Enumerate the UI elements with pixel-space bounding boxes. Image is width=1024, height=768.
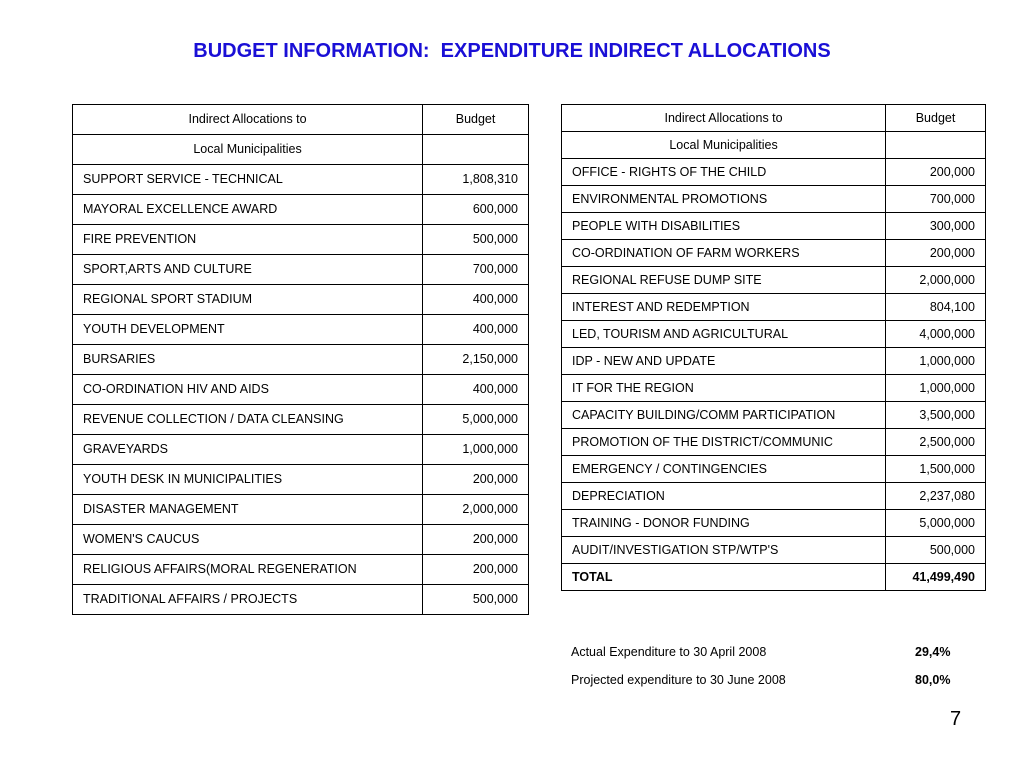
table-row	[73, 405, 529, 435]
column-header-allocations: Indirect Allocations to	[562, 105, 886, 132]
table-row	[73, 315, 529, 345]
table-row	[562, 483, 986, 510]
budget-value: 1,500,000	[886, 456, 986, 483]
allocation-name: PROMOTION OF THE DISTRICT/COMMUNIC	[562, 429, 886, 456]
subheader-local-municipalities: Local Municipalities	[562, 132, 886, 159]
table-header-row	[562, 105, 986, 132]
table-row	[562, 213, 986, 240]
allocation-name: REGIONAL REFUSE DUMP SITE	[562, 267, 886, 294]
budget-value: 500,000	[423, 585, 529, 615]
allocation-name: CAPACITY BUILDING/COMM PARTICIPATION	[562, 402, 886, 429]
allocation-name: YOUTH DEVELOPMENT	[73, 315, 423, 345]
table-row	[562, 402, 986, 429]
table-row	[73, 465, 529, 495]
table-header-row	[73, 105, 529, 135]
table-row	[562, 159, 986, 186]
table-row	[562, 186, 986, 213]
left-allocations-table	[72, 104, 529, 615]
table-row	[73, 345, 529, 375]
table-row	[73, 285, 529, 315]
budget-value: 2,000,000	[886, 267, 986, 294]
budget-value: 1,000,000	[886, 348, 986, 375]
allocation-name: BURSARIES	[73, 345, 423, 375]
table-row	[562, 429, 986, 456]
table-row	[562, 321, 986, 348]
actual-expenditure-value: 29,4%	[915, 645, 951, 659]
table-subheader-row	[562, 132, 986, 159]
right-allocations-table	[561, 104, 986, 591]
table-row	[562, 375, 986, 402]
allocation-name: MAYORAL EXCELLENCE AWARD	[73, 195, 423, 225]
table-row	[562, 537, 986, 564]
table-row	[73, 585, 529, 615]
allocation-name: CO-ORDINATION OF FARM WORKERS	[562, 240, 886, 267]
allocation-name: PEOPLE WITH DISABILITIES	[562, 213, 886, 240]
allocation-name: TRADITIONAL AFFAIRS / PROJECTS	[73, 585, 423, 615]
budget-value: 500,000	[423, 225, 529, 255]
table-row	[73, 375, 529, 405]
budget-value: 200,000	[423, 555, 529, 585]
allocation-name: TRAINING - DONOR FUNDING	[562, 510, 886, 537]
column-header-budget: Budget	[886, 105, 986, 132]
column-header-budget: Budget	[423, 105, 529, 135]
allocation-name: WOMEN'S CAUCUS	[73, 525, 423, 555]
total-value: 41,499,490	[886, 564, 986, 591]
table-row	[562, 456, 986, 483]
allocation-name: AUDIT/INVESTIGATION STP/WTP'S	[562, 537, 886, 564]
budget-value: 300,000	[886, 213, 986, 240]
total-label: TOTAL	[562, 564, 886, 591]
budget-value: 1,000,000	[423, 435, 529, 465]
table-row	[73, 165, 529, 195]
page-number: 7	[950, 708, 962, 730]
allocation-name: EMERGENCY / CONTINGENCIES	[562, 456, 886, 483]
budget-value: 200,000	[423, 525, 529, 555]
projected-expenditure-label: Projected expenditure to 30 June 2008	[571, 673, 786, 687]
budget-value: 2,000,000	[423, 495, 529, 525]
budget-value: 500,000	[886, 537, 986, 564]
table-row	[73, 495, 529, 525]
budget-value: 5,000,000	[423, 405, 529, 435]
budget-value: 600,000	[423, 195, 529, 225]
allocation-name: FIRE PREVENTION	[73, 225, 423, 255]
budget-value: 5,000,000	[886, 510, 986, 537]
budget-value: 2,150,000	[423, 345, 529, 375]
table-row	[562, 510, 986, 537]
allocation-name: DISASTER MANAGEMENT	[73, 495, 423, 525]
budget-value: 4,000,000	[886, 321, 986, 348]
budget-value: 400,000	[423, 285, 529, 315]
column-header-allocations: Indirect Allocations to	[73, 105, 423, 135]
allocation-name: RELIGIOUS AFFAIRS(MORAL REGENERATION	[73, 555, 423, 585]
budget-value: 3,500,000	[886, 402, 986, 429]
allocation-name: DEPRECIATION	[562, 483, 886, 510]
table-row	[562, 240, 986, 267]
table-row	[73, 525, 529, 555]
page-title: BUDGET INFORMATION: EXPENDITURE INDIRECT ALLOCATIONS	[193, 40, 831, 62]
budget-value: 200,000	[886, 240, 986, 267]
allocation-name: LED, TOURISM AND AGRICULTURAL	[562, 321, 886, 348]
table-row	[73, 225, 529, 255]
allocation-name: SPORT,ARTS AND CULTURE	[73, 255, 423, 285]
allocation-name: ENVIRONMENTAL PROMOTIONS	[562, 186, 886, 213]
budget-value: 200,000	[886, 159, 986, 186]
budget-value: 1,000,000	[886, 375, 986, 402]
allocation-name: YOUTH DESK IN MUNICIPALITIES	[73, 465, 423, 495]
table-row	[73, 255, 529, 285]
subheader-local-municipalities: Local Municipalities	[73, 135, 423, 165]
table-subheader-row	[73, 135, 529, 165]
allocation-name: INTEREST AND REDEMPTION	[562, 294, 886, 321]
allocation-name: GRAVEYARDS	[73, 435, 423, 465]
allocation-name: IDP - NEW AND UPDATE	[562, 348, 886, 375]
allocation-name: REGIONAL SPORT STADIUM	[73, 285, 423, 315]
total-row	[562, 564, 986, 591]
budget-value: 2,500,000	[886, 429, 986, 456]
budget-value: 700,000	[423, 255, 529, 285]
budget-value: 400,000	[423, 375, 529, 405]
budget-value: 200,000	[423, 465, 529, 495]
subheader-empty-cell	[886, 132, 986, 159]
budget-value: 2,237,080	[886, 483, 986, 510]
budget-value: 400,000	[423, 315, 529, 345]
subheader-empty-cell	[423, 135, 529, 165]
table-row	[73, 195, 529, 225]
allocation-name: IT FOR THE REGION	[562, 375, 886, 402]
budget-value: 1,808,310	[423, 165, 529, 195]
budget-value: 700,000	[886, 186, 986, 213]
allocation-name: OFFICE - RIGHTS OF THE CHILD	[562, 159, 886, 186]
allocation-name: CO-ORDINATION HIV AND AIDS	[73, 375, 423, 405]
allocation-name: SUPPORT SERVICE - TECHNICAL	[73, 165, 423, 195]
budget-value: 804,100	[886, 294, 986, 321]
projected-expenditure-value: 80,0%	[915, 673, 951, 687]
allocation-name: REVENUE COLLECTION / DATA CLEANSING	[73, 405, 423, 435]
table-row	[562, 294, 986, 321]
table-row	[562, 267, 986, 294]
table-row	[73, 435, 529, 465]
table-row	[73, 555, 529, 585]
actual-expenditure-label: Actual Expenditure to 30 April 2008	[571, 645, 767, 659]
table-row	[562, 348, 986, 375]
